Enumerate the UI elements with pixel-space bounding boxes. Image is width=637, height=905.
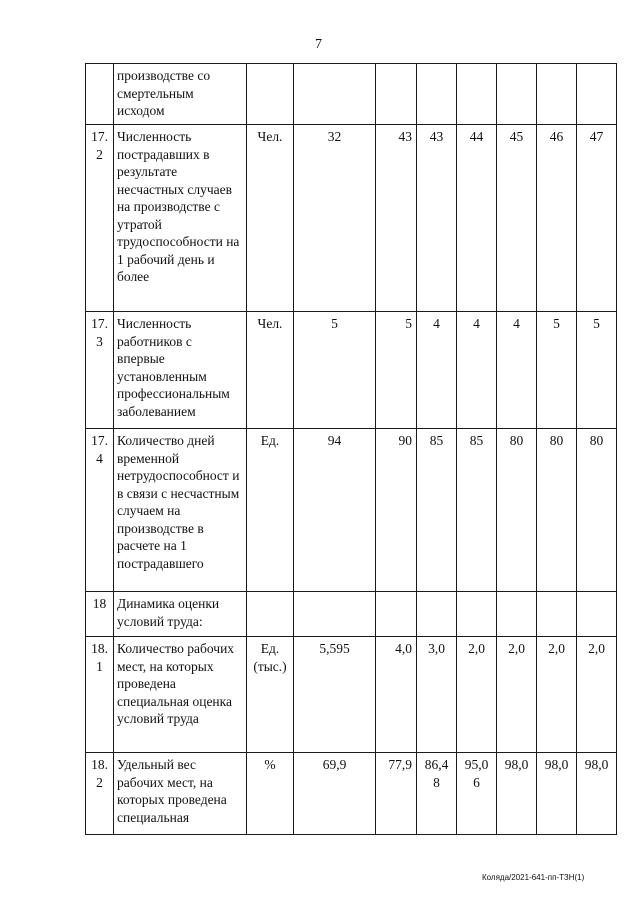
value-cell: 77,9 [376,753,417,835]
value-cell: 43 [417,125,457,312]
indicators-table [85,63,617,835]
value-cell [577,64,617,125]
row-number-cell: 18. 1 [86,637,114,753]
row-number-cell: 17. 2 [86,125,114,312]
value-cell [497,64,537,125]
row-number-cell: 18 [86,592,114,637]
value-cell: 5 [376,312,417,429]
row-number-cell: 17. 3 [86,312,114,429]
value-cell: 2,0 [497,637,537,753]
value-cell: 4 [457,312,497,429]
value-cell: 5 [294,312,376,429]
value-cell: 45 [497,125,537,312]
value-cell: 94 [294,429,376,592]
indicator-name-cell: производстве со смертельным исходом [114,64,247,125]
value-cell [294,592,376,637]
page-number: 7 [315,37,322,52]
unit-cell: % [247,753,294,835]
value-cell [376,64,417,125]
value-cell [577,592,617,637]
value-cell: 2,0 [537,637,577,753]
value-cell: 80 [577,429,617,592]
table-row [86,64,617,125]
row-number-cell [86,64,114,125]
value-cell: 95,0 6 [457,753,497,835]
value-cell: 2,0 [577,637,617,753]
unit-cell: Чел. [247,312,294,429]
value-cell: 43 [376,125,417,312]
indicator-name-cell: Численность работников с впервые установленным профессиональным заболеванием [114,312,247,429]
value-cell: 85 [457,429,497,592]
value-cell [457,64,497,125]
value-cell [376,592,417,637]
value-cell: 5 [577,312,617,429]
value-cell: 69,9 [294,753,376,835]
table-row [86,637,617,753]
indicator-name-cell: Динамика оценки условий труда: [114,592,247,637]
value-cell: 46 [537,125,577,312]
value-cell: 4,0 [376,637,417,753]
value-cell: 90 [376,429,417,592]
value-cell: 3,0 [417,637,457,753]
document-code: Коляда/2021-641-пп-ТЗН(1) [482,873,585,882]
value-cell: 32 [294,125,376,312]
indicator-name-cell: Количество рабочих мест, на которых проведена специальная оценка условий труда [114,637,247,753]
unit-cell [247,592,294,637]
unit-cell: Ед. (тыс.) [247,637,294,753]
value-cell: 98,0 [537,753,577,835]
table-row [86,753,617,835]
value-cell: 44 [457,125,497,312]
unit-cell [247,64,294,125]
value-cell: 2,0 [457,637,497,753]
value-cell: 5 [537,312,577,429]
value-cell [497,592,537,637]
value-cell [294,64,376,125]
table-row [86,592,617,637]
value-cell [537,592,577,637]
indicator-name-cell: Удельный вес рабочих мест, на которых проведена специальная [114,753,247,835]
value-cell: 80 [497,429,537,592]
value-cell: 98,0 [577,753,617,835]
value-cell [537,64,577,125]
value-cell: 85 [417,429,457,592]
table-row [86,429,617,592]
value-cell: 86,4 8 [417,753,457,835]
unit-cell: Чел. [247,125,294,312]
row-number-cell: 18. 2 [86,753,114,835]
value-cell: 4 [417,312,457,429]
value-cell [457,592,497,637]
indicator-name-cell: Численность пострадавших в результате несчастных случаев на производстве с утратой трудоспособности на 1 рабочий день и более [114,125,247,312]
value-cell [417,64,457,125]
table-row [86,312,617,429]
value-cell: 98,0 [497,753,537,835]
row-number-cell: 17. 4 [86,429,114,592]
value-cell: 5,595 [294,637,376,753]
indicator-name-cell: Количество дней временной нетрудоспособност и в связи с несчастным случаем на производстве в расчете на 1 пострадавшего [114,429,247,592]
value-cell [417,592,457,637]
value-cell: 47 [577,125,617,312]
value-cell: 80 [537,429,577,592]
table-row [86,125,617,312]
value-cell: 4 [497,312,537,429]
unit-cell: Ед. [247,429,294,592]
